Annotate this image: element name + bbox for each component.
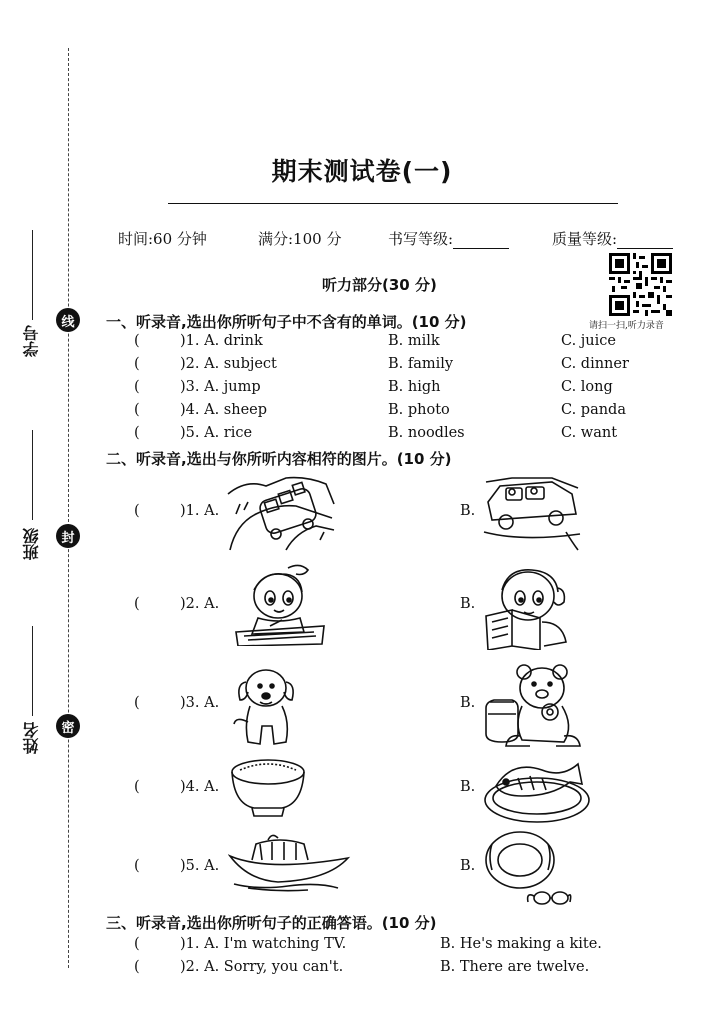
page-title: 期末测试卷(一): [271, 157, 453, 186]
part1-q5-option-b: B. noodles: [388, 425, 465, 441]
exam-time: 时间:60 分钟: [118, 230, 207, 248]
part2-q4-paren[interactable]: (: [134, 779, 140, 795]
part1-q3-option-c: C. long: [561, 379, 613, 395]
class-blank[interactable]: [32, 430, 33, 520]
part1-q4-option-a: )4. A. sheep: [180, 402, 268, 418]
part3-q2-option-a: )2. A. Sorry, you can't.: [180, 959, 344, 975]
part3-q2-option-b: B. There are twelve.: [440, 959, 590, 975]
part2-q2-label-a: )2. A.: [180, 596, 220, 612]
name-label: 姓名: [22, 722, 41, 754]
part3-q1-option-b: B. He's making a kite.: [440, 936, 602, 952]
part1-q5-option-c: C. want: [561, 425, 618, 441]
part2-q5-label-b: B.: [460, 858, 476, 874]
part2-q4-label-a: )4. A.: [180, 779, 220, 795]
student-id-label: 学号: [22, 325, 41, 357]
full-score: 满分:100 分: [258, 230, 342, 248]
mountain-bus-picture[interactable]: [226, 474, 336, 552]
girl-writing-picture[interactable]: [234, 562, 326, 646]
part2-q1-label-b: B.: [460, 503, 476, 519]
dog-picture[interactable]: [232, 664, 298, 748]
class-label: 班级: [22, 528, 41, 560]
qr-caption: 请扫一扫,听力录音: [589, 321, 664, 331]
part2-q1-paren[interactable]: (: [134, 503, 140, 519]
swim-ring-goggles-picture[interactable]: [482, 826, 572, 908]
rice-bowl-picture[interactable]: [228, 756, 308, 818]
part1-q2-option-c: C. dinner: [561, 356, 629, 372]
fish-plate-picture[interactable]: [482, 756, 592, 826]
boy-reading-picture[interactable]: [482, 566, 580, 650]
car-picture[interactable]: [482, 472, 582, 552]
part1-q1-option-a: )1. A. drink: [180, 333, 263, 349]
quality-grade: [552, 228, 673, 249]
student-id-blank[interactable]: [32, 230, 33, 320]
part2-q2-paren[interactable]: (: [134, 596, 140, 612]
part2-q5-label-a: )5. A.: [180, 858, 220, 874]
seal-line-mark: 线: [56, 308, 80, 332]
part1-q1-paren[interactable]: (: [134, 333, 140, 349]
part1-q4-paren[interactable]: (: [134, 402, 140, 418]
quality-grade-blank[interactable]: [617, 234, 673, 249]
part1-q2-option-a: )2. A. subject: [180, 356, 277, 372]
part3-title: 三、听录音,选出你所听句子的正确答语。(10 分): [106, 914, 437, 932]
part2-q5-paren[interactable]: (: [134, 858, 140, 874]
part2-q3-label-a: )3. A.: [180, 695, 220, 711]
writing-grade-label: 书写等级:: [388, 230, 454, 248]
writing-grade: [388, 228, 509, 249]
part1-q5-paren[interactable]: (: [134, 425, 140, 441]
boat-picture[interactable]: [228, 832, 354, 892]
part1-q1-option-b: B. milk: [388, 333, 440, 349]
part2-q3-paren[interactable]: (: [134, 695, 140, 711]
part2-title: 二、听录音,选出与你所听内容相符的图片。(10 分): [106, 450, 452, 468]
part1-q2-paren[interactable]: (: [134, 356, 140, 372]
part3-q1-paren[interactable]: (: [134, 936, 140, 952]
part1-q2-option-b: B. family: [388, 356, 454, 372]
part2-q1-label-a: )1. A.: [180, 503, 220, 519]
part2-q2-label-b: B.: [460, 596, 476, 612]
quality-grade-label: 质量等级:: [552, 230, 618, 248]
bear-honey-picture[interactable]: [484, 662, 584, 748]
seal-seal-mark: 封: [56, 524, 80, 548]
name-blank[interactable]: [32, 626, 33, 716]
title-divider: [168, 203, 618, 204]
part3-q2-paren[interactable]: (: [134, 959, 140, 975]
part1-q3-option-b: B. high: [388, 379, 441, 395]
part1-q5-option-a: )5. A. rice: [180, 425, 253, 441]
part1-q4-option-c: C. panda: [561, 402, 626, 418]
part3-q1-option-a: )1. A. I'm watching TV.: [180, 936, 347, 952]
writing-grade-blank[interactable]: [453, 234, 509, 249]
part1-q3-option-a: )3. A. jump: [180, 379, 261, 395]
seal-secret-mark: 密: [56, 714, 80, 738]
part1-q1-option-c: C. juice: [561, 333, 616, 349]
part2-q4-label-b: B.: [460, 779, 476, 795]
part1-q4-option-b: B. photo: [388, 402, 450, 418]
part2-q3-label-b: B.: [460, 695, 476, 711]
listening-heading: 听力部分(30 分): [322, 276, 437, 294]
part1-title: 一、听录音,选出你所听句子中不含有的单词。(10 分): [106, 313, 467, 331]
part1-q3-paren[interactable]: (: [134, 379, 140, 395]
qr-code-icon[interactable]: [609, 253, 672, 316]
